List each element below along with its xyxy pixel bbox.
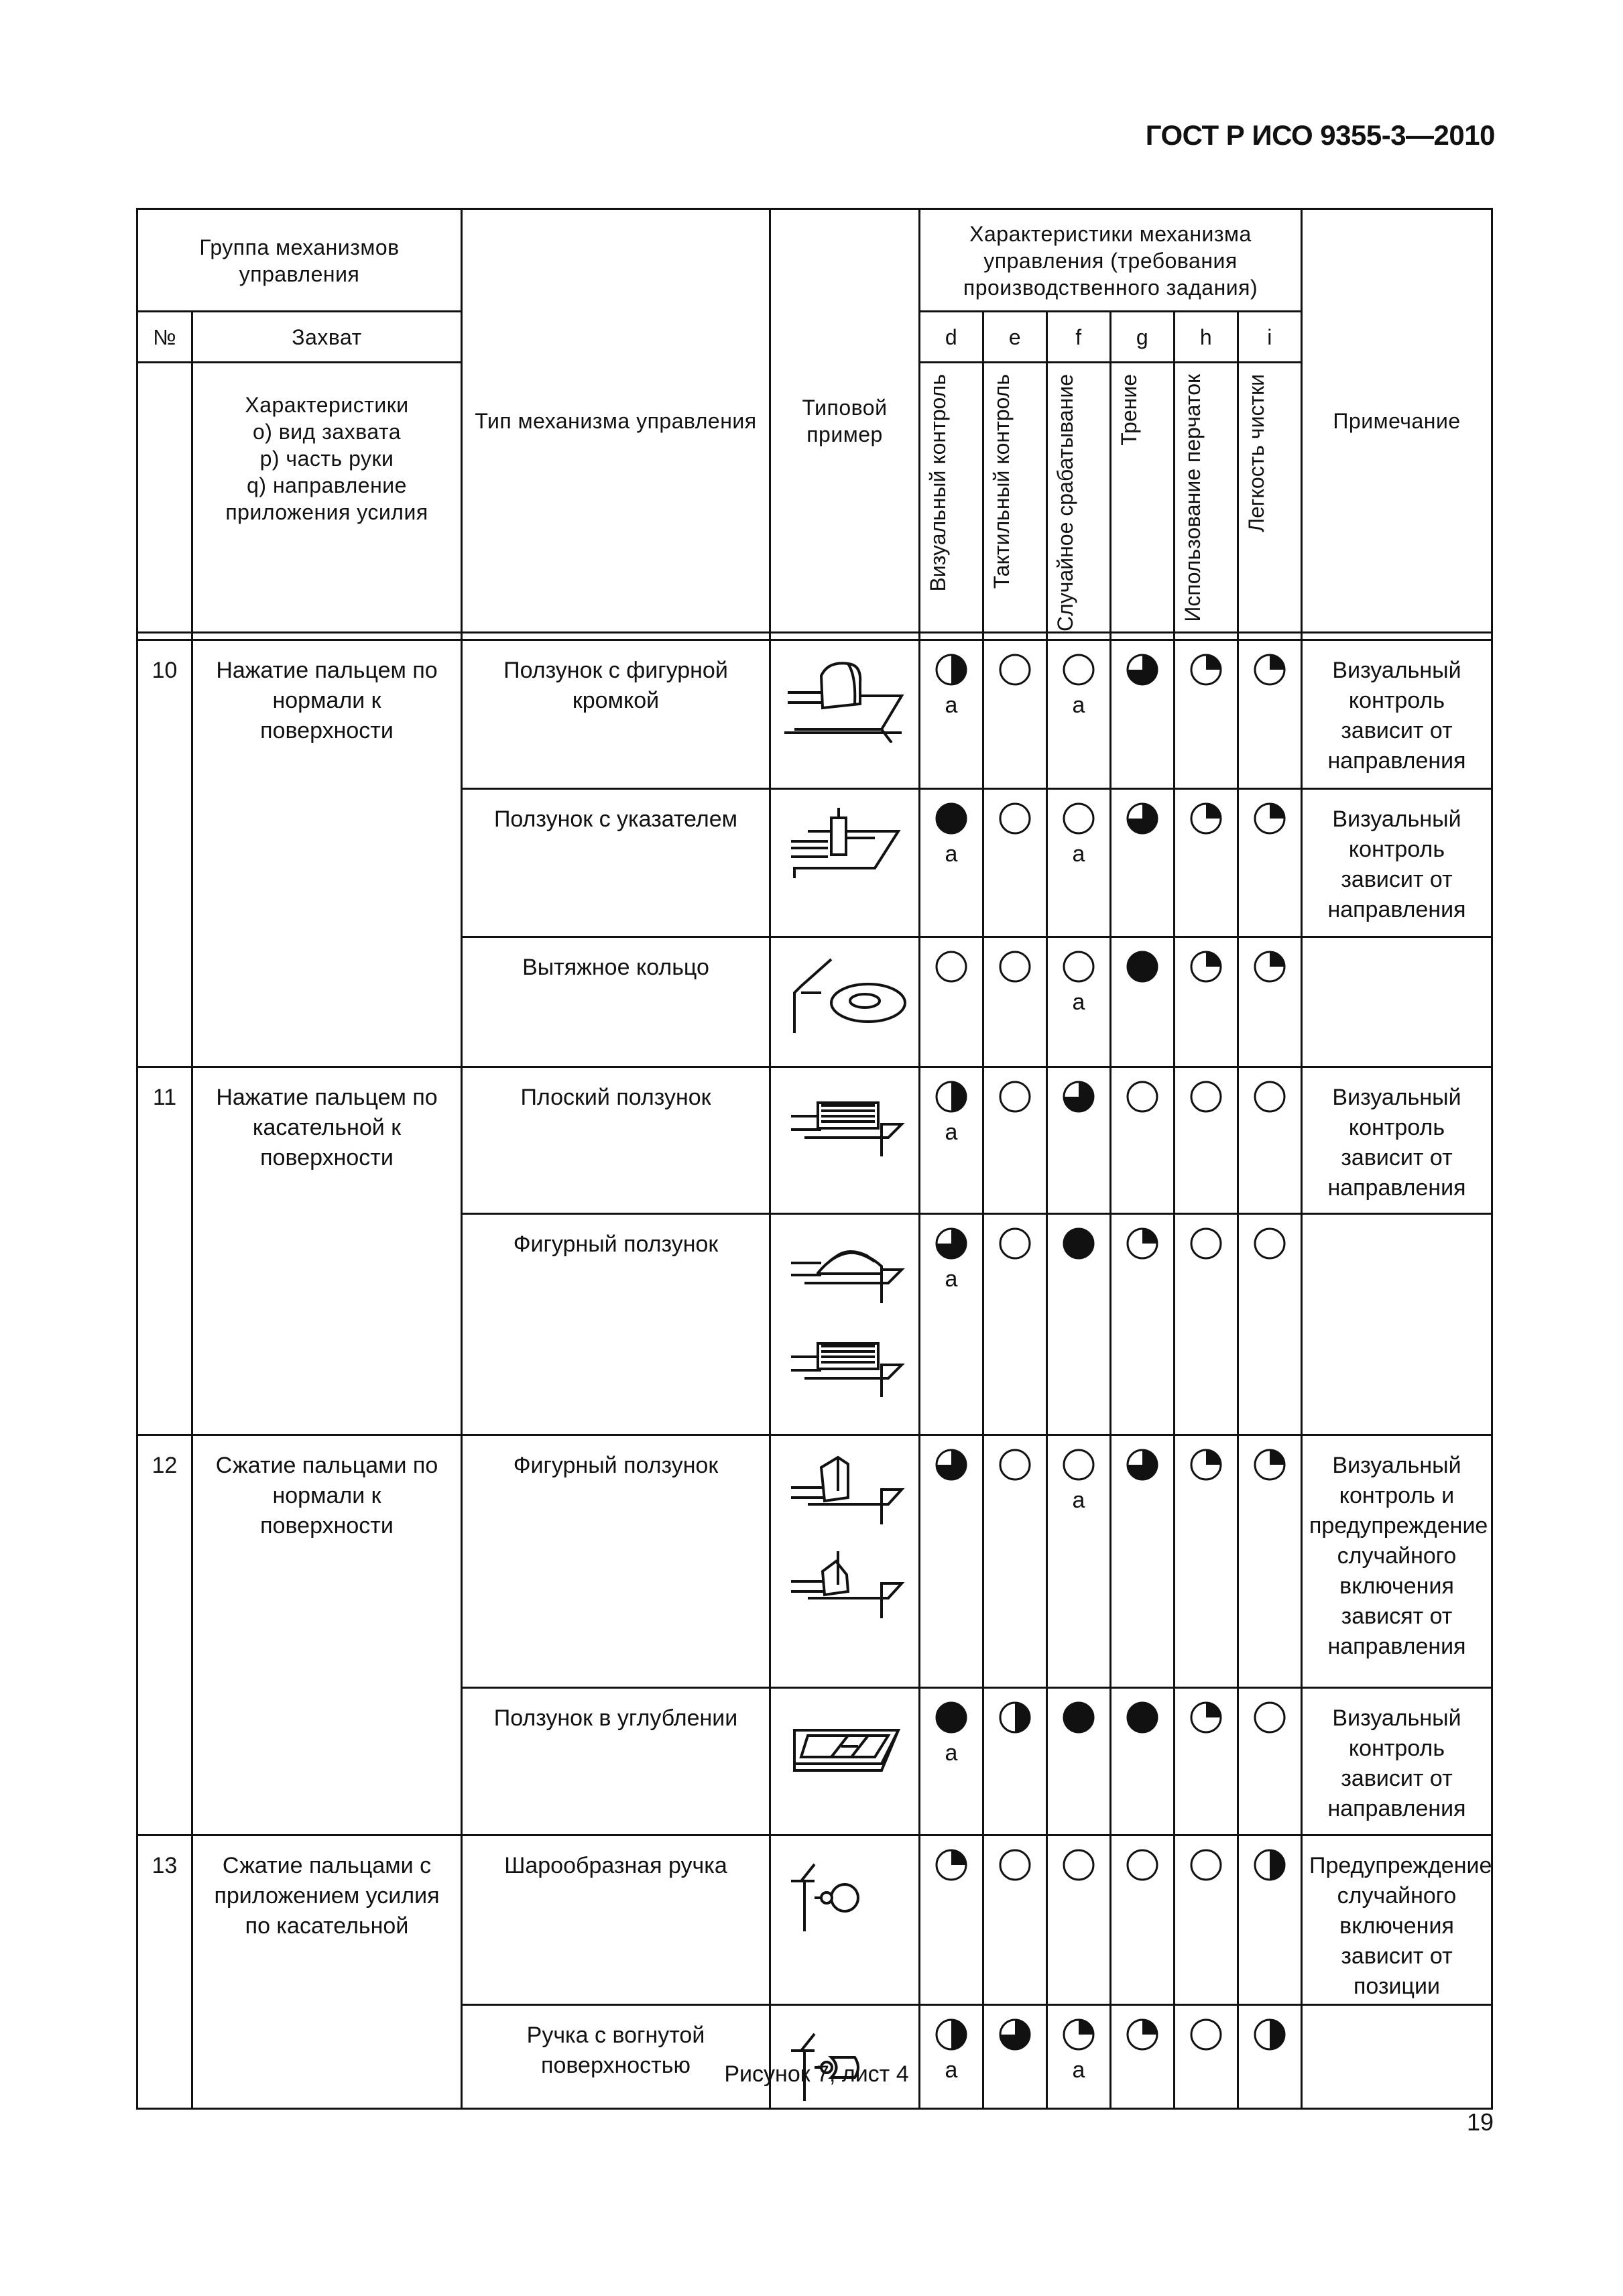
rating-cell-e (983, 1435, 1047, 1688)
rating-cell-h (1175, 1688, 1238, 1835)
grip-description: Нажатие пальцем по нормали к поверхности (192, 640, 462, 1067)
rating-footnote: a (1072, 841, 1085, 867)
rating-footnote: a (945, 841, 958, 867)
rating-cell-i (1238, 1835, 1302, 2005)
rating-circle-icon (1062, 802, 1095, 835)
row-note: Визуальный контроль и предупреждение случайного включения зависят от направления (1302, 1435, 1492, 1688)
pull-ring-pictogram-icon (781, 953, 908, 1040)
rating-footnote: a (1072, 2057, 1085, 2083)
rating-circle-icon (935, 1080, 968, 1113)
example-picture (770, 1435, 920, 1688)
col-letter-h: h (1175, 312, 1238, 363)
col-name-f (1047, 363, 1111, 633)
note-header: Примечание (1302, 209, 1492, 633)
rating-circle-icon (935, 1848, 968, 1882)
row-note: Предупреждение случайного включения зависит от позиции (1302, 1835, 1492, 2005)
rating-circle-icon (998, 1701, 1032, 1734)
rating-footnote: a (945, 1266, 958, 1292)
rating-circle-icon (935, 2018, 968, 2051)
rating-footnote: a (945, 692, 958, 718)
rating-circle-icon (1253, 1448, 1286, 1482)
rating-cell-i (1238, 640, 1302, 789)
control-type: Фигурный ползунок (462, 1435, 770, 1688)
group-number: 11 (137, 1067, 192, 1435)
rating-cell-d (920, 789, 983, 937)
rating-cell-h (1175, 1835, 1238, 2005)
rating-cell-e (983, 1214, 1047, 1435)
rating-footnote: a (1072, 692, 1085, 718)
example-picture (770, 640, 920, 789)
row-note (1302, 1214, 1492, 1435)
rating-cell-g (1111, 1435, 1175, 1688)
col-name-label: Случайное срабатывание (1053, 374, 1077, 631)
control-type: Ползунок с указателем (462, 789, 770, 937)
rating-circle-icon (935, 950, 968, 983)
recessed-slider-pictogram-icon (781, 1703, 908, 1791)
grip-description: Нажатие пальцем по касательной к поверхности (192, 1067, 462, 1435)
group-number: 13 (137, 1835, 192, 2109)
num-header: № (137, 312, 192, 363)
rating-circle-icon (998, 2018, 1032, 2051)
rating-cell-h (1175, 2005, 1238, 2109)
col-name-label: Визуальный контроль (926, 374, 950, 592)
rating-cell-g (1111, 640, 1175, 789)
rating-circle-icon (935, 802, 968, 835)
example-picture (770, 1835, 920, 2005)
rating-circle-icon (1062, 1448, 1095, 1482)
rating-cell-g (1111, 937, 1175, 1067)
row-note: Визуальный контроль зависит от направления (1302, 1688, 1492, 1835)
rating-cell-e (983, 2005, 1047, 2109)
table-row (137, 640, 1492, 789)
rating-circle-icon (1126, 950, 1159, 983)
control-type: Ползунок с фигурной кромкой (462, 640, 770, 789)
figure-caption: Рисунок 7, лист 4 (724, 2061, 909, 2087)
rating-cell-i (1238, 937, 1302, 1067)
rating-circle-icon (1062, 2018, 1095, 2051)
example-picture (770, 1214, 920, 1435)
rating-circle-icon (1189, 2018, 1223, 2051)
rating-cell-d (920, 1067, 983, 1214)
control-characteristics-table (136, 208, 1493, 2110)
rating-cell-d (920, 2005, 983, 2109)
rating-cell-f (1047, 1067, 1111, 1214)
rating-circle-icon (1062, 1080, 1095, 1113)
rating-footnote: a (945, 2057, 958, 2083)
control-type: Вытяжное кольцо (462, 937, 770, 1067)
col-letter-d: d (920, 312, 983, 363)
example-picture (770, 2005, 920, 2109)
example-picture (770, 937, 920, 1067)
rating-cell-g (1111, 789, 1175, 937)
row-note: Визуальный контроль зависит от направления (1302, 640, 1492, 789)
rating-circle-icon (998, 653, 1032, 686)
rating-cell-d (920, 1214, 983, 1435)
rating-circle-icon (1062, 1701, 1095, 1734)
rating-circle-icon (998, 1227, 1032, 1260)
col-letter-i: i (1238, 312, 1302, 363)
pointer-slider-pictogram-icon (781, 804, 908, 892)
rating-cell-f (1047, 1435, 1111, 1688)
control-type: Ползунок в углублении (462, 1688, 770, 1835)
rating-cell-d (920, 1435, 983, 1688)
grip-header: Захват (192, 312, 462, 363)
rating-circle-icon (1126, 1448, 1159, 1482)
control-type: Фигурный ползунок (462, 1214, 770, 1435)
rating-cell-h (1175, 1214, 1238, 1435)
group-header: Группа механизмов управления (137, 209, 462, 312)
col-letter-e: e (983, 312, 1047, 363)
rating-cell-i (1238, 789, 1302, 937)
characteristics-header: Характеристики o) вид захвата p) часть руки q) направление приложения усилия (192, 363, 462, 633)
rating-cell-h (1175, 789, 1238, 937)
rating-cell-h (1175, 1067, 1238, 1214)
rating-circle-icon (1062, 950, 1095, 983)
rating-cell-g (1111, 1214, 1175, 1435)
rating-circle-icon (1253, 1848, 1286, 1882)
control-type: Ручка с вогнутой поверхностью (462, 2005, 770, 2109)
ball-knob-pictogram-icon (781, 1851, 908, 1938)
rating-circle-icon (1126, 1227, 1159, 1260)
rating-circle-icon (1126, 802, 1159, 835)
col-name-label: Использование перчаток (1181, 374, 1205, 622)
rating-circle-icon (1253, 1227, 1286, 1260)
rating-circle-icon (1062, 1227, 1095, 1260)
rating-circle-icon (1253, 950, 1286, 983)
rating-circle-icon (1189, 1080, 1223, 1113)
rating-cell-i (1238, 1067, 1302, 1214)
rating-circle-icon (1126, 2018, 1159, 2051)
rating-cell-f (1047, 2005, 1111, 2109)
group-number: 10 (137, 640, 192, 1067)
row-note (1302, 2005, 1492, 2109)
rating-circle-icon (935, 1701, 968, 1734)
rating-circle-icon (1062, 653, 1095, 686)
figured-slider-pinch-pictogram-icon (781, 1451, 908, 1638)
rating-cell-e (983, 640, 1047, 789)
rating-circle-icon (1189, 1448, 1223, 1482)
col-name-d (920, 363, 983, 633)
rating-circle-icon (1253, 802, 1286, 835)
rating-circle-icon (1189, 802, 1223, 835)
rating-cell-e (983, 789, 1047, 937)
page-number: 19 (1466, 2108, 1494, 2136)
grip-description: Сжатие пальцами по нормали к поверхности (192, 1435, 462, 1835)
col-name-label: Тактильный контроль (989, 374, 1014, 589)
rating-circle-icon (1189, 1227, 1223, 1260)
row-note (1302, 937, 1492, 1067)
example-picture (770, 789, 920, 937)
figured-slider-pictogram-icon (781, 1229, 908, 1417)
rating-circle-icon (1189, 1701, 1223, 1734)
rating-cell-e (983, 1688, 1047, 1835)
col-name-label: Трение (1117, 374, 1141, 446)
table-row (137, 1835, 1492, 2005)
rating-circle-icon (1062, 1848, 1095, 1882)
rating-cell-h (1175, 640, 1238, 789)
grip-description: Сжатие пальцами с приложением усилия по касательной (192, 1835, 462, 2109)
col-letter-f: f (1047, 312, 1111, 363)
rating-cell-g (1111, 1067, 1175, 1214)
col-name-h (1175, 363, 1238, 633)
rating-circle-icon (998, 1080, 1032, 1113)
rating-circle-icon (1126, 1848, 1159, 1882)
table-row (137, 1067, 1492, 1214)
rating-cell-g (1111, 2005, 1175, 2109)
rating-circle-icon (1189, 1848, 1223, 1882)
rating-circle-icon (1126, 1701, 1159, 1734)
rating-circle-icon (998, 802, 1032, 835)
rating-footnote: a (945, 1120, 958, 1145)
rating-footnote: a (945, 1740, 958, 1766)
group-number: 12 (137, 1435, 192, 1835)
row-note: Визуальный контроль зависит от направления (1302, 789, 1492, 937)
rating-cell-f (1047, 1214, 1111, 1435)
rating-cell-d (920, 937, 983, 1067)
rating-cell-i (1238, 1214, 1302, 1435)
rating-cell-g (1111, 1835, 1175, 2005)
rating-circle-icon (1253, 2018, 1286, 2051)
rating-footnote: a (1072, 1488, 1085, 1513)
table-row (137, 1435, 1492, 1688)
rating-cell-d (920, 640, 983, 789)
rating-cell-d (920, 1835, 983, 2005)
rating-cell-f (1047, 640, 1111, 789)
rating-cell-d (920, 1688, 983, 1835)
rating-cell-h (1175, 1435, 1238, 1688)
example-picture (770, 1688, 920, 1835)
figured-edge-slider-pictogram-icon (781, 656, 908, 743)
rating-circle-icon (935, 1448, 968, 1482)
row-note: Визуальный контроль зависит от направления (1302, 1067, 1492, 1214)
rating-cell-f (1047, 789, 1111, 937)
col-name-g (1111, 363, 1175, 633)
rating-cell-g (1111, 1688, 1175, 1835)
control-type: Плоский ползунок (462, 1067, 770, 1214)
rating-circle-icon (998, 1448, 1032, 1482)
col-letter-g: g (1111, 312, 1175, 363)
rating-circle-icon (1253, 1080, 1286, 1113)
rating-cell-e (983, 1067, 1047, 1214)
rating-circle-icon (1126, 653, 1159, 686)
rating-footnote: a (1072, 989, 1085, 1015)
control-type: Шарообразная ручка (462, 1835, 770, 2005)
rating-cell-e (983, 937, 1047, 1067)
example-header: Типовой пример (770, 209, 920, 633)
rating-circle-icon (1189, 950, 1223, 983)
type-header: Тип механизма управления (462, 209, 770, 633)
rating-cell-i (1238, 1688, 1302, 1835)
example-picture (770, 1067, 920, 1214)
rating-circle-icon (935, 653, 968, 686)
rating-cell-e (983, 1835, 1047, 2005)
rating-circle-icon (1126, 1080, 1159, 1113)
rating-cell-i (1238, 2005, 1302, 2109)
rating-cell-f (1047, 1835, 1111, 2005)
rating-cell-h (1175, 937, 1238, 1067)
rating-cell-f (1047, 937, 1111, 1067)
flat-slider-pictogram-icon (781, 1083, 908, 1170)
props-header: Характеристики механизма управления (требования производственного задания) (920, 209, 1302, 312)
rating-cell-i (1238, 1435, 1302, 1688)
rating-circle-icon (1253, 653, 1286, 686)
rating-circle-icon (1189, 653, 1223, 686)
col-name-label: Легкость чистки (1244, 374, 1268, 532)
rating-circle-icon (935, 1227, 968, 1260)
rating-circle-icon (998, 950, 1032, 983)
col-name-i (1238, 363, 1302, 633)
document-standard-number: ГОСТ Р ИСО 9355-3—2010 (1145, 119, 1495, 151)
rating-circle-icon (1253, 1701, 1286, 1734)
rating-circle-icon (998, 1848, 1032, 1882)
rating-cell-f (1047, 1688, 1111, 1835)
col-name-e (983, 363, 1047, 633)
